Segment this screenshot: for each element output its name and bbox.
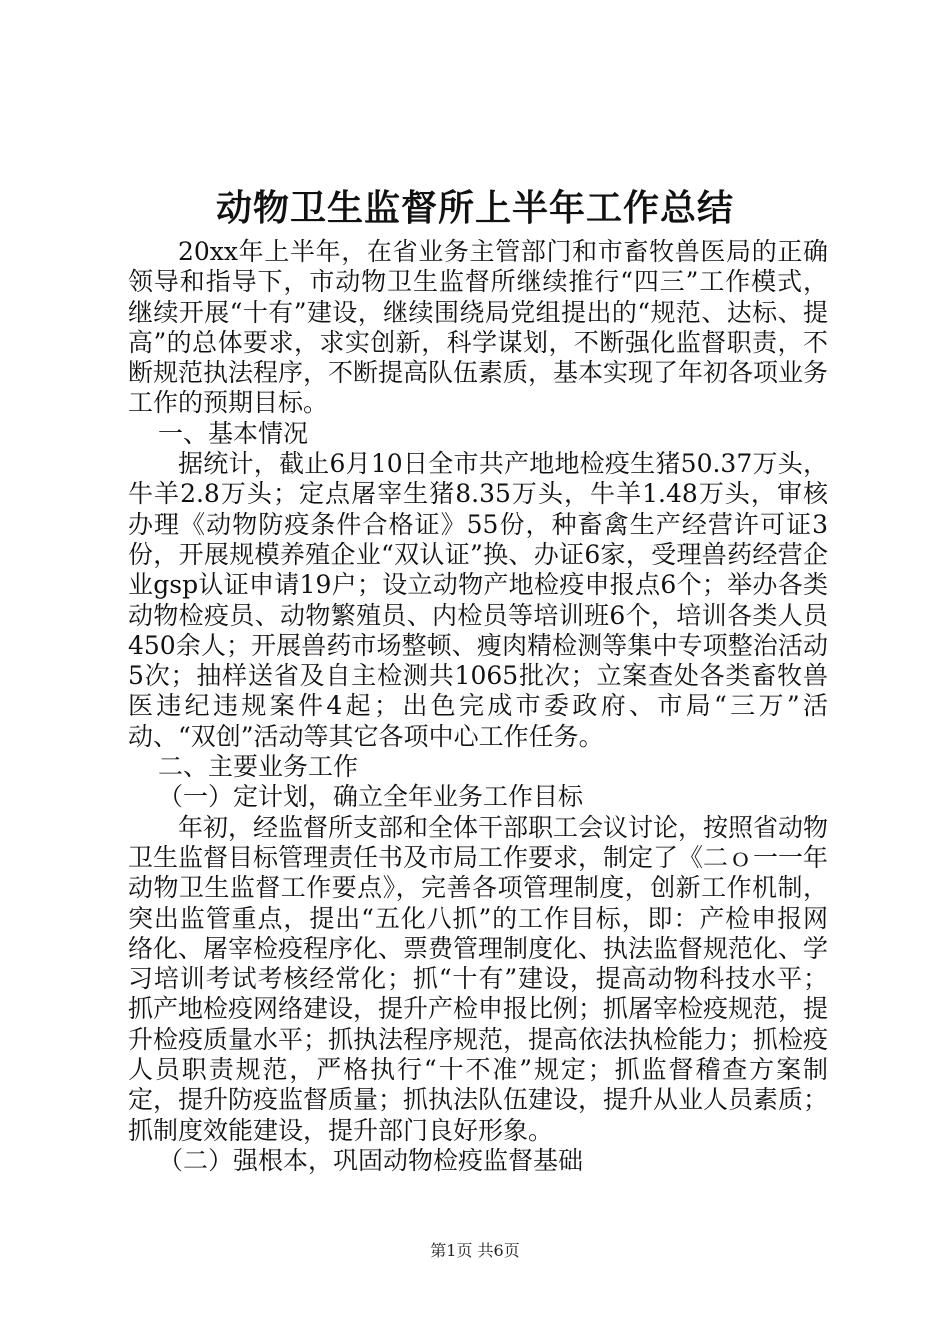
document-body: [128, 237, 828, 1176]
subsection-heading-foundation: （二）强根本，巩固动物检疫监督基础: [158, 1145, 584, 1175]
plan-paragraph: 年初，经监督所支部和全体干部职工会议讨论，按照省动物卫生监督目标管理责任书及市局工作要求，制定了《二ｏ一一年动物卫生监督工作要点》，完善各项管理制度，创新工作机制，突出监管重点，提出“五化八抓”的工作目标，即：产检申报网络化、屠宰检疫程序化、票费管理制度化、执法监督规范化、学习培训考试考核经常化；抓“十有”建设，提高动物科技水平；抓产地检疫网络建设，提升产检申报比例；抓屠宰检疫规范，提升检疫质量水平；抓执法程序规范，提高依法执检能力；抓检疫人员职责规范，严格执行“十不准”规定；抓监督稽查方案制定，提升防疫监督质量；抓执法队伍建设，提升从业人员素质；抓制度效能建设，提升部门良好形象。: [128, 812, 829, 1145]
document-title: 动物卫生监督所上半年工作总结: [215, 187, 734, 229]
page-number-footer: 第1页 共6页: [430, 1241, 520, 1260]
section-heading-basic: 一、基本情况: [158, 418, 309, 448]
section-heading-main-work: 二、主要业务工作: [158, 752, 359, 782]
intro-paragraph: 20xx年上半年，在省业务主管部门和市畜牧兽医局的正确领导和指导下，市动物卫生监督所继续推行“四三”工作模式，继续开展“十有”建设，继续围绕局党组提出的“规范、达标、提高”的总体要求，求实创新，科学谋划，不断强化监督职责，不断规范执法程序，不断提高队伍素质，基本实现了年初各项业务工作的预期目标。: [128, 237, 829, 418]
statistics-paragraph: 据统计，截止6月10日全市共产地地检疫生猪50.37万头，牛羊2.8万头；定点屠宰生猪8.35万头，牛羊1.48万头，审核办理《动物防疫条件合格证》55份，种畜禽生产经营许可证3份，开展规模养殖企业“双认证”换、办证6家，受理兽药经营企业gsp认证申请19户；设立动物产地检疫申报点6个；举办各类动物检疫员、动物繁殖员、内检员等培训班6个，培训各类人员450余人；开展兽药市场整顿、瘦肉精检测等集中专项整治活动5次；抽样送省及自主检测共1065批次；立案查处各类畜牧兽医违纪违规案件4起；出色完成市委政府、市局“三万”活动、“双创”活动等其它各项中心工作任务。: [128, 449, 828, 751]
subsection-heading-plan: （一）定计划，确立全年业务工作目标: [158, 782, 584, 812]
